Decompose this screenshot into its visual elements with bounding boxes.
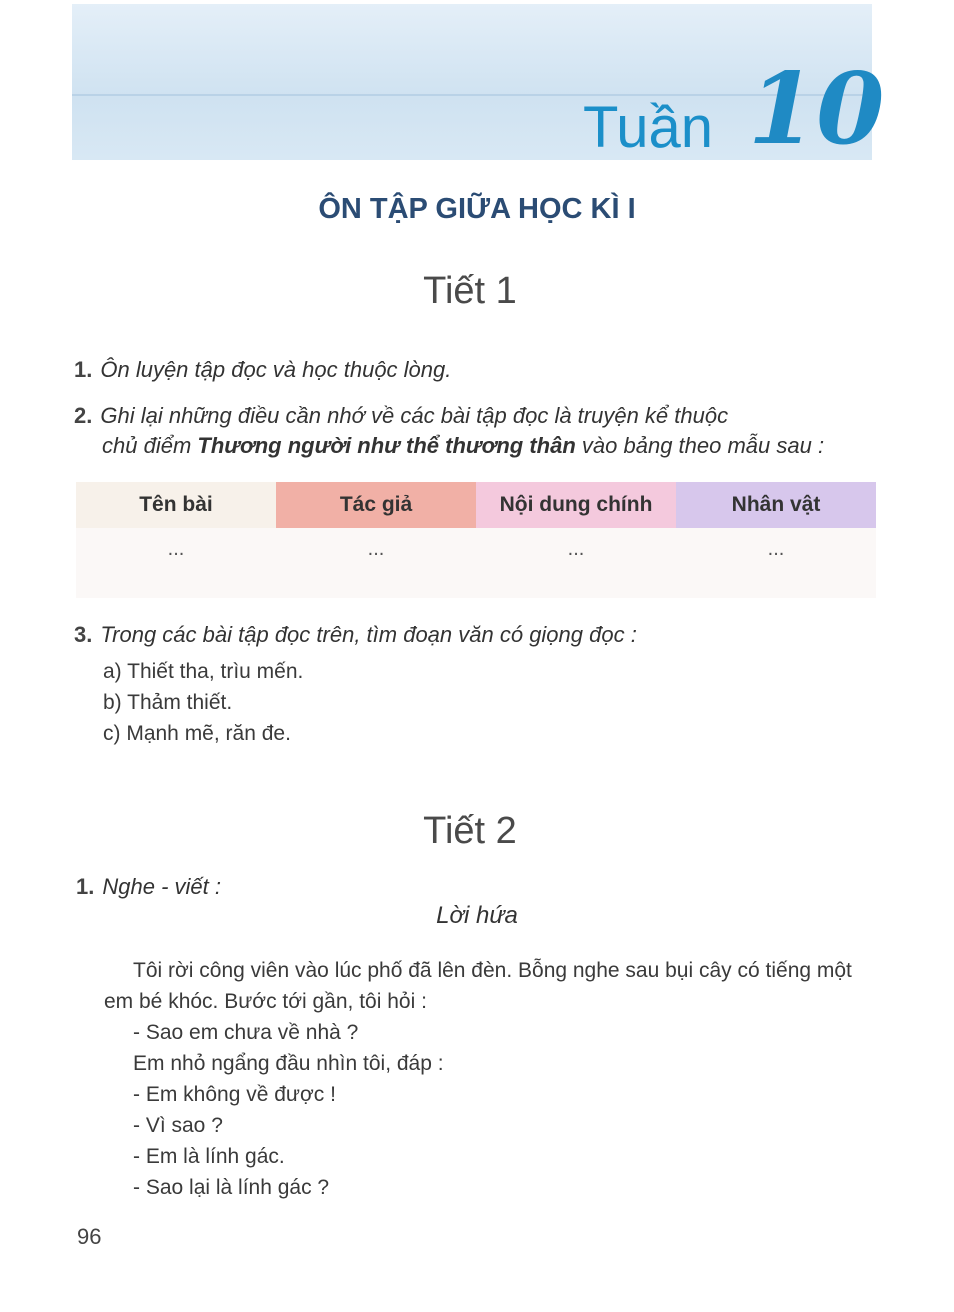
story-line: - Em không về được !: [133, 1083, 336, 1106]
lesson-1-question-2: [74, 401, 874, 431]
question-text: chủ điểm: [102, 433, 198, 458]
choice-a: a) Thiết tha, trìu mến.: [103, 660, 304, 683]
table-cell: ...: [567, 538, 585, 560]
question-number: 1.: [76, 874, 95, 899]
lesson-1-question-1: [74, 355, 451, 385]
choice-b: b) Thảm thiết.: [103, 691, 233, 714]
column-header: Tác giả: [276, 482, 476, 528]
story-line: - Sao lại là lính gác ?: [133, 1176, 330, 1199]
question-text: Trong các bài tập đọc trên, tìm đoạn văn có giọng đọc :: [100, 622, 637, 647]
story-line: - Sao em chưa về nhà ?: [133, 1021, 359, 1044]
question-number: 2.: [74, 403, 93, 428]
story-paragraph: Tôi rời công viên vào lúc phố đã lên đèn. Bỗng nghe sau bụi cây có tiếng một em bé khóc. Bước tới gần, tôi hỏi :: [104, 959, 852, 1013]
question-number: 3.: [74, 622, 93, 647]
week-number: 10: [748, 52, 885, 167]
question-text: vào bảng theo mẫu sau :: [575, 433, 825, 458]
lesson-1-heading: Tiết 1: [423, 270, 517, 312]
column-header: Tên bài: [76, 482, 276, 528]
lesson-2-question-1: [76, 872, 221, 902]
table-header-row: [76, 482, 876, 528]
choice-c: c) Mạnh mẽ, răn đe.: [103, 722, 291, 745]
table-cell: ...: [367, 538, 385, 560]
question-number: 1.: [74, 357, 93, 382]
table-row: [76, 528, 876, 598]
column-header: Nhân vật: [676, 482, 876, 528]
template-table: [76, 482, 876, 598]
page-title: ÔN TẬP GIỮA HỌC KÌ I: [318, 193, 636, 225]
question-text: Ghi lại những điều cần nhớ về các bài tập đọc là truyện kể thuộc: [100, 403, 729, 428]
story-line: - Vì sao ?: [133, 1114, 223, 1137]
story-line: - Em là lính gác.: [133, 1145, 285, 1168]
column-header: Nội dung chính: [476, 482, 676, 528]
question-text: Nghe - viết :: [102, 874, 221, 899]
table-cell: ...: [767, 538, 785, 560]
lesson-1-question-3: [74, 620, 637, 650]
story-line: Em nhỏ ngẩng đầu nhìn tôi, đáp :: [133, 1052, 444, 1075]
table-cell: ...: [167, 538, 185, 560]
theme-name: Thương người như thể thương thân: [197, 433, 576, 458]
story-title: Lời hứa: [436, 902, 518, 929]
question-text: Ôn luyện tập đọc và học thuộc lòng.: [100, 357, 452, 382]
page-number: 96: [77, 1224, 102, 1249]
week-label: Tuần: [583, 95, 714, 160]
lesson-1-question-2-cont: [102, 431, 882, 461]
lesson-2-heading: Tiết 2: [423, 810, 517, 852]
